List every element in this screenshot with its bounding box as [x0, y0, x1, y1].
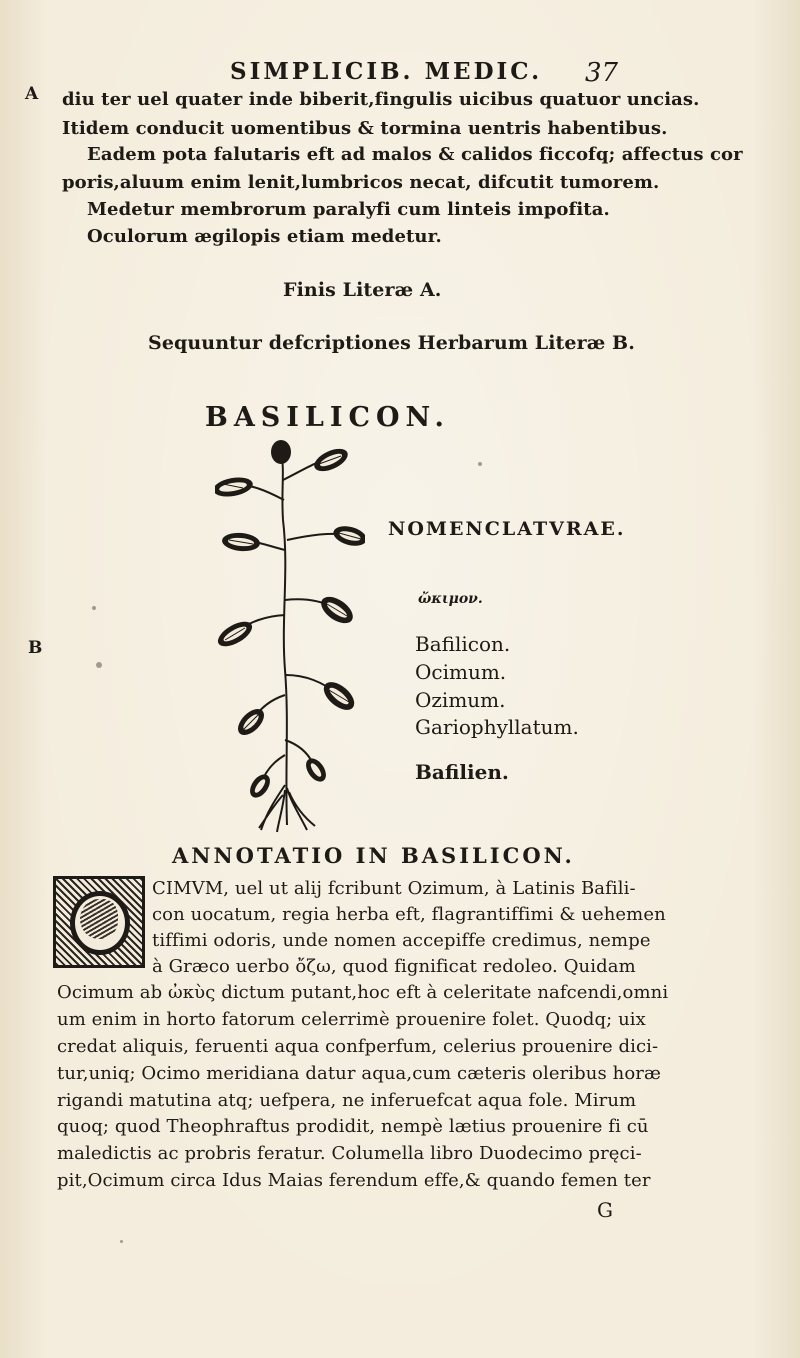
catchword: G — [597, 1198, 613, 1222]
annotatio-line: Ocimum ab ὠκὺς dictum putant,hoc eft à celeritate nafcendi,omni — [57, 982, 669, 1003]
section-title: BASILICON. — [205, 402, 450, 433]
annotatio-line: rigandi matutina atq; uefpera, ne inferuefcat aqua fole. Mirum — [57, 1090, 637, 1111]
text-line: Itidem conducit uomentibus & tormina uentris habentibus. — [62, 118, 668, 139]
annotatio-line: à Græco uerbo ὄζω, quod fignificat redoleo. Quidam — [152, 956, 636, 977]
finis-line: Finis Literæ A. — [283, 279, 442, 301]
nomenclatura-heading: NOMENCLATVRAE. — [388, 518, 626, 540]
annotatio-line: tur,uniq; Ocimo meridiana datur aqua,cum cæteris oleribus horæ — [57, 1063, 661, 1084]
text-line: Medetur membrorum paralyfi cum linteis impofita. — [87, 199, 610, 220]
running-head: SIMPLICIB. MEDIC. — [230, 58, 543, 85]
decorated-initial-icon — [53, 876, 145, 968]
annotatio-line: con uocatum, regia herba eft, flagrantiffimi & uehemen — [152, 904, 666, 925]
annotatio-line: maledictis ac probris feratur. Columella libro Duodecimo pręci- — [57, 1143, 642, 1164]
annotatio-line: credat aliquis, feruenti aqua confperfum, celerius prouenire dici- — [57, 1036, 659, 1057]
annotatio-line: pit,Ocimum circa Idus Maias ferendum effe,& quando femen ter — [57, 1170, 651, 1191]
text-line: diu ter uel quater inde biberit,fingulis uicibus quatuor uncias. — [62, 89, 700, 110]
german-name: Bafilien. — [415, 760, 509, 784]
annotatio-line: CIMVM, uel ut alij fcribunt Ozimum, à Latinis Bafili- — [152, 878, 636, 899]
annotatio-heading: ANNOTATIO IN BASILICON. — [172, 843, 575, 868]
paper-speck — [120, 1240, 123, 1243]
paper-speck — [478, 462, 482, 466]
text-line: poris,aluum enim lenit,lumbricos necat, difcutit tumorem. — [62, 172, 660, 193]
text-line: Eadem pota falutaris eft ad malos & calidos ficcofq; affectus cor — [87, 144, 743, 165]
name-item: Ocimum. — [415, 660, 507, 684]
name-item: Ozimum. — [415, 688, 506, 712]
annotatio-line: quoq; quod Theophraftus prodidit, nempè lætius prouenire fi cū — [57, 1116, 649, 1137]
greek-name: ὤκιμον. — [418, 591, 483, 607]
paper-speck — [92, 606, 96, 610]
sequuntur-line: Sequuntur defcriptiones Herbarum Literæ B. — [148, 332, 635, 354]
name-item: Bafilicon. — [415, 632, 511, 656]
page-number: 37 — [585, 58, 619, 88]
paper-speck — [96, 662, 102, 668]
annotatio-line: tiffimi odoris, unde nomen accepiffe credimus, nempe — [152, 930, 651, 951]
margin-letter-a: A — [25, 84, 39, 104]
text-line: Oculorum ægilopis etiam medetur. — [87, 226, 442, 247]
margin-letter-b: B — [28, 638, 43, 658]
name-item: Gariophyllatum. — [415, 715, 579, 739]
annotatio-line: um enim in horto fatorum celerrimè prouenire folet. Quodq; uix — [57, 1009, 646, 1030]
basil-plant-woodcut-icon — [215, 440, 365, 835]
